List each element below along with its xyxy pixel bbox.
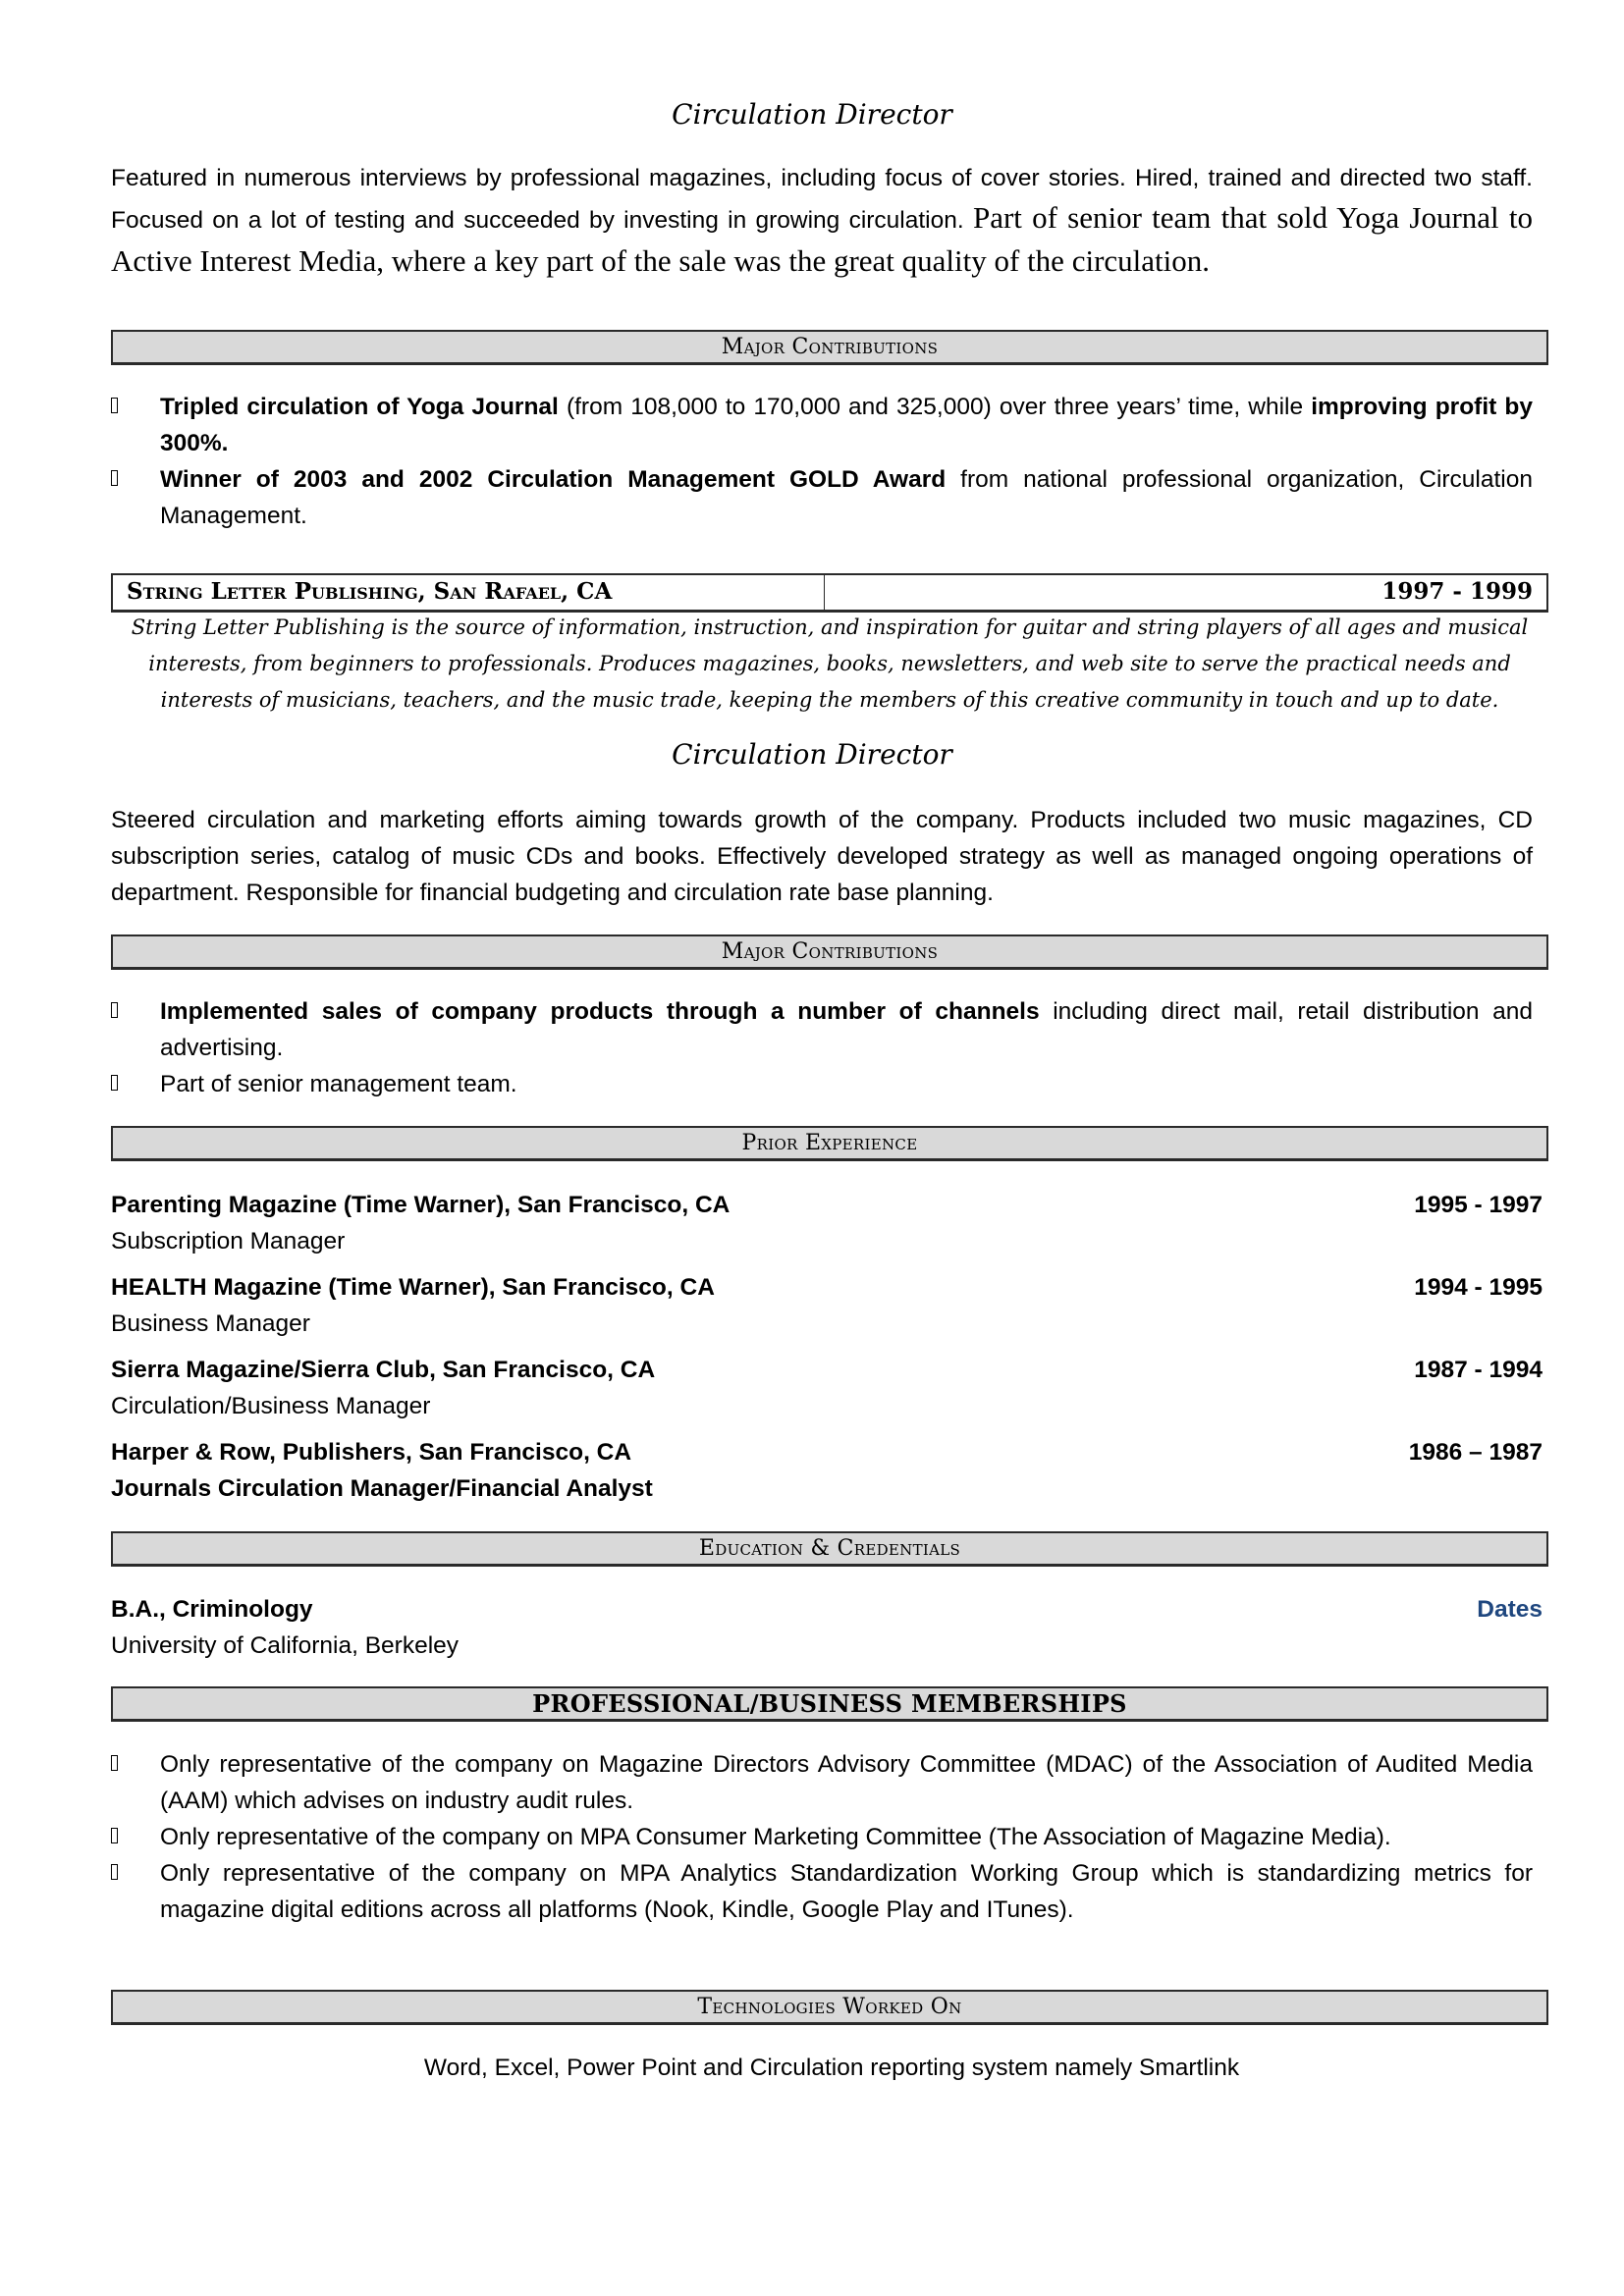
prior-dates: 1987 - 1994 [1414,1357,1543,1383]
section-header-technologies: Technologies Worked On [111,1990,1548,2025]
yoga-summary [111,160,1533,283]
list-item: Only representative of the company on Magazine Directors Advisory Committee (MDAC) of the Association of Audited Media (AAM) which advises on industry audit rules. [111,1746,1533,1819]
prior-entry [111,1187,1543,1259]
yoga-summary-serif: Part of senior team that sold Yoga Journal to Active Interest Media, where a key part of the sale was the great quality of the circulation. [111,200,1533,278]
section-header-major-contributions: Major Contributions [111,330,1548,365]
section-header-education: Education & Credentials [111,1531,1548,1567]
bullet-icon [111,1755,118,1771]
company-dates: 1997 - 1999 [1381,578,1533,605]
degree: B.A., Criminology [111,1596,313,1623]
prior-dates: 1986 – 1987 [1408,1439,1543,1466]
company-header-string-letter [111,573,1548,613]
bullet-icon [111,1002,118,1018]
prior-company: HEALTH Magazine (Time Warner), San Francisco, CA [111,1274,715,1301]
list-item: Winner of 2003 and 2002 Circulation Management GOLD Award from national professional organization, Circulation Management. [111,461,1533,534]
school: University of California, Berkeley [111,1632,460,1659]
prior-company: Harper & Row, Publishers, San Francisco, CA [111,1439,632,1466]
prior-entry [111,1269,1543,1342]
bullet-icon [111,1864,118,1880]
bullet-icon [111,1075,118,1091]
prior-role: Business Manager [111,1310,310,1337]
education-entry [111,1591,1543,1664]
bullet-icon [111,1828,118,1843]
list-item: Part of senior management team. [111,1066,1533,1102]
section-header-major-contributions-2: Major Contributions [111,934,1548,970]
bullet-icon [111,398,118,413]
yoga-contributions-list [111,389,1533,534]
technologies-text: Word, Excel, Power Point and Circulation reporting system namely Smartlink [423,2055,1240,2081]
education-dates-placeholder: Dates [1477,1596,1543,1623]
string-letter-summary: Steered circulation and marketing efforts aiming towards growth of the company. Products included two music magazines, CD subscription series, catalog of music CDs and books. Effectively developed strategy as well as managed ongoing operations of department. Responsible for financial budgeting and circulation rate base planning. [111,807,1533,906]
section-header-prior-experience: Prior Experience [111,1126,1548,1161]
yoga-summary-sans: Featured in numerous interviews by professional magazines, including focus of cover stories. Hired, trained and directed two staff. Focused on a lot of testing and succeeded by investing in growing circulation. [111,165,1533,234]
prior-company: Parenting Magazine (Time Warner), San Francisco, CA [111,1192,731,1218]
prior-role: Subscription Manager [111,1228,346,1255]
list-item: Only representative of the company on MPA Consumer Marketing Committee (The Association of Magazine Media). [111,1819,1533,1855]
job-title-yoga: Circulation Director [672,98,952,131]
prior-entry [111,1352,1543,1424]
string-letter-contributions-list [111,993,1533,1102]
bullet-icon [111,470,118,486]
prior-role: Circulation/Business Manager [111,1393,431,1419]
company-name: String Letter Publishing, San Rafael, CA [113,575,825,610]
prior-dates: 1995 - 1997 [1414,1192,1543,1218]
company-description: String Letter Publishing is the source of information, instruction, and inspiration for guitar and string players of all ages and musical interests, from beginners to professionals. Produces magazines, books, newsletters, and web site to serve the practical needs and interests of musicians, teachers, and the music trade, keeping the members of this creative community in touch and up to date. [131,615,1529,712]
list-item: Implemented sales of company products through a number of channels including direct mail, retail distribution and advertising. [111,993,1533,1066]
prior-dates: 1994 - 1995 [1414,1274,1543,1301]
job-title-string-letter: Circulation Director [672,738,952,771]
section-header-memberships: PROFESSIONAL/BUSINESS MEMBERSHIPS [111,1686,1548,1722]
prior-company: Sierra Magazine/Sierra Club, San Francisco, CA [111,1357,656,1383]
list-item: Tripled circulation of Yoga Journal (from 108,000 to 170,000 and 325,000) over three years’ time, while improving profit by 300%. [111,389,1533,461]
list-item: Only representative of the company on MPA Analytics Standardization Working Group which is standardizing metrics for magazine digital editions across all platforms (Nook, Kindle, Google Play and ITunes). [111,1855,1533,1928]
prior-entry [111,1434,1543,1507]
prior-role: Journals Circulation Manager/Financial Analyst [111,1475,653,1502]
memberships-list [111,1746,1533,1928]
